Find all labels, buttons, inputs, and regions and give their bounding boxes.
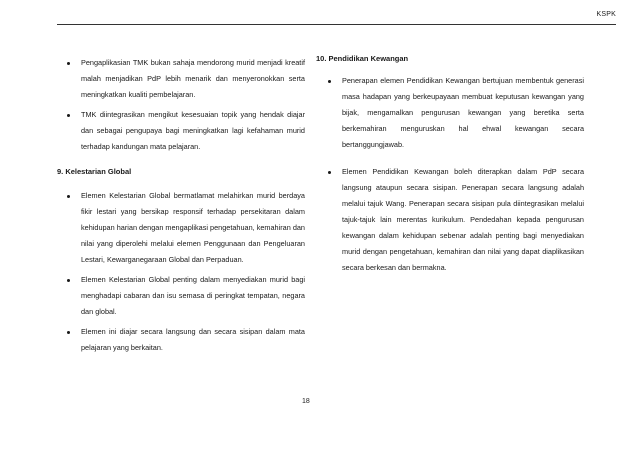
bullet-icon: [67, 114, 70, 117]
kelestarian-bullet-list: [57, 188, 305, 356]
kewangan-bullet-list: [316, 73, 584, 276]
list-item: [57, 272, 305, 320]
section-heading-kelestarian-global: 9. Kelestarian Global: [57, 167, 132, 176]
bullet-text: TMK diintegrasikan mengikut kesesuaian topik yang hendak diajar dan sebagai pengupaya bagi meningkatkan lagi kefahaman murid terhadap kandungan mata pelajaran.: [81, 110, 305, 151]
right-column: [316, 55, 584, 287]
bullet-icon: [67, 195, 70, 198]
list-item: [57, 188, 305, 268]
header-label: KSPK: [596, 11, 616, 18]
list-item: [57, 324, 305, 356]
bullet-icon: [67, 279, 70, 282]
bullet-text: Pengaplikasian TMK bukan sahaja mendorong murid menjadi kreatif malah menjadikan PdP lebih menarik dan menyeronokkan serta meningkatkan kualiti pembelajaran.: [81, 58, 305, 99]
left-column: [57, 55, 305, 360]
header-rule: [57, 24, 616, 25]
bullet-icon: [328, 171, 331, 174]
section-heading-pendidikan-kewangan: 10. Pendidikan Kewangan: [316, 54, 409, 63]
bullet-text: Penerapan elemen Pendidikan Kewangan bertujuan membentuk generasi masa hadapan yang berkeupayaan membuat keputusan kewangan yang bijak, mengamalkan pengurusan kewangan yang beretika serta berkemahiran menguruskan hal ehwal kewangan secara bertanggungjawab.: [342, 75, 584, 149]
page-number: 18: [302, 398, 310, 405]
list-item: [316, 164, 584, 276]
list-item: [316, 73, 584, 153]
bullet-icon: [328, 80, 331, 83]
intro-bullet-list: [57, 55, 305, 155]
bullet-text: Elemen ini diajar secara langsung dan secara sisipan dalam mata pelajaran yang berkaitan.: [81, 326, 305, 352]
bullet-text: Elemen Kelestarian Global bermatlamat melahirkan murid berdaya fikir lestari yang bersikap responsif terhadap persekitaran dalam kehidupan harian dengan mengaplikasi pengetahuan, kemahiran dan nilai yang diperolehi melalui elemen Penggunaan dan Pengeluaran Lestari, Kewarganegaraan Global dan Perpaduan.: [81, 190, 305, 264]
bullet-icon: [67, 331, 70, 334]
list-item: [57, 55, 305, 103]
bullet-text: Elemen Kelestarian Global penting dalam menyediakan murid bagi menghadapi cabaran dan isu semasa di peringkat tempatan, negara dan global.: [81, 274, 305, 316]
bullet-icon: [67, 62, 70, 65]
list-item: [57, 107, 305, 155]
bullet-text: Elemen Pendidikan Kewangan boleh diterapkan dalam PdP secara langsung ataupun secara sisipan. Penerapan secara langsung adalah melalui tajuk Wang. Penerapan secara sisipan pula diintegrasikan melalui tajuk-tajuk lain merentas kurikulum. Pendedahan kepada pengurusan kewangan dalam kehidupan sebenar adalah penting bagi menyediakan murid dengan pengetahuan, kemahiran dan nilai yang dapat diaplikasikan secara berkesan dan bermakna.: [342, 166, 584, 272]
